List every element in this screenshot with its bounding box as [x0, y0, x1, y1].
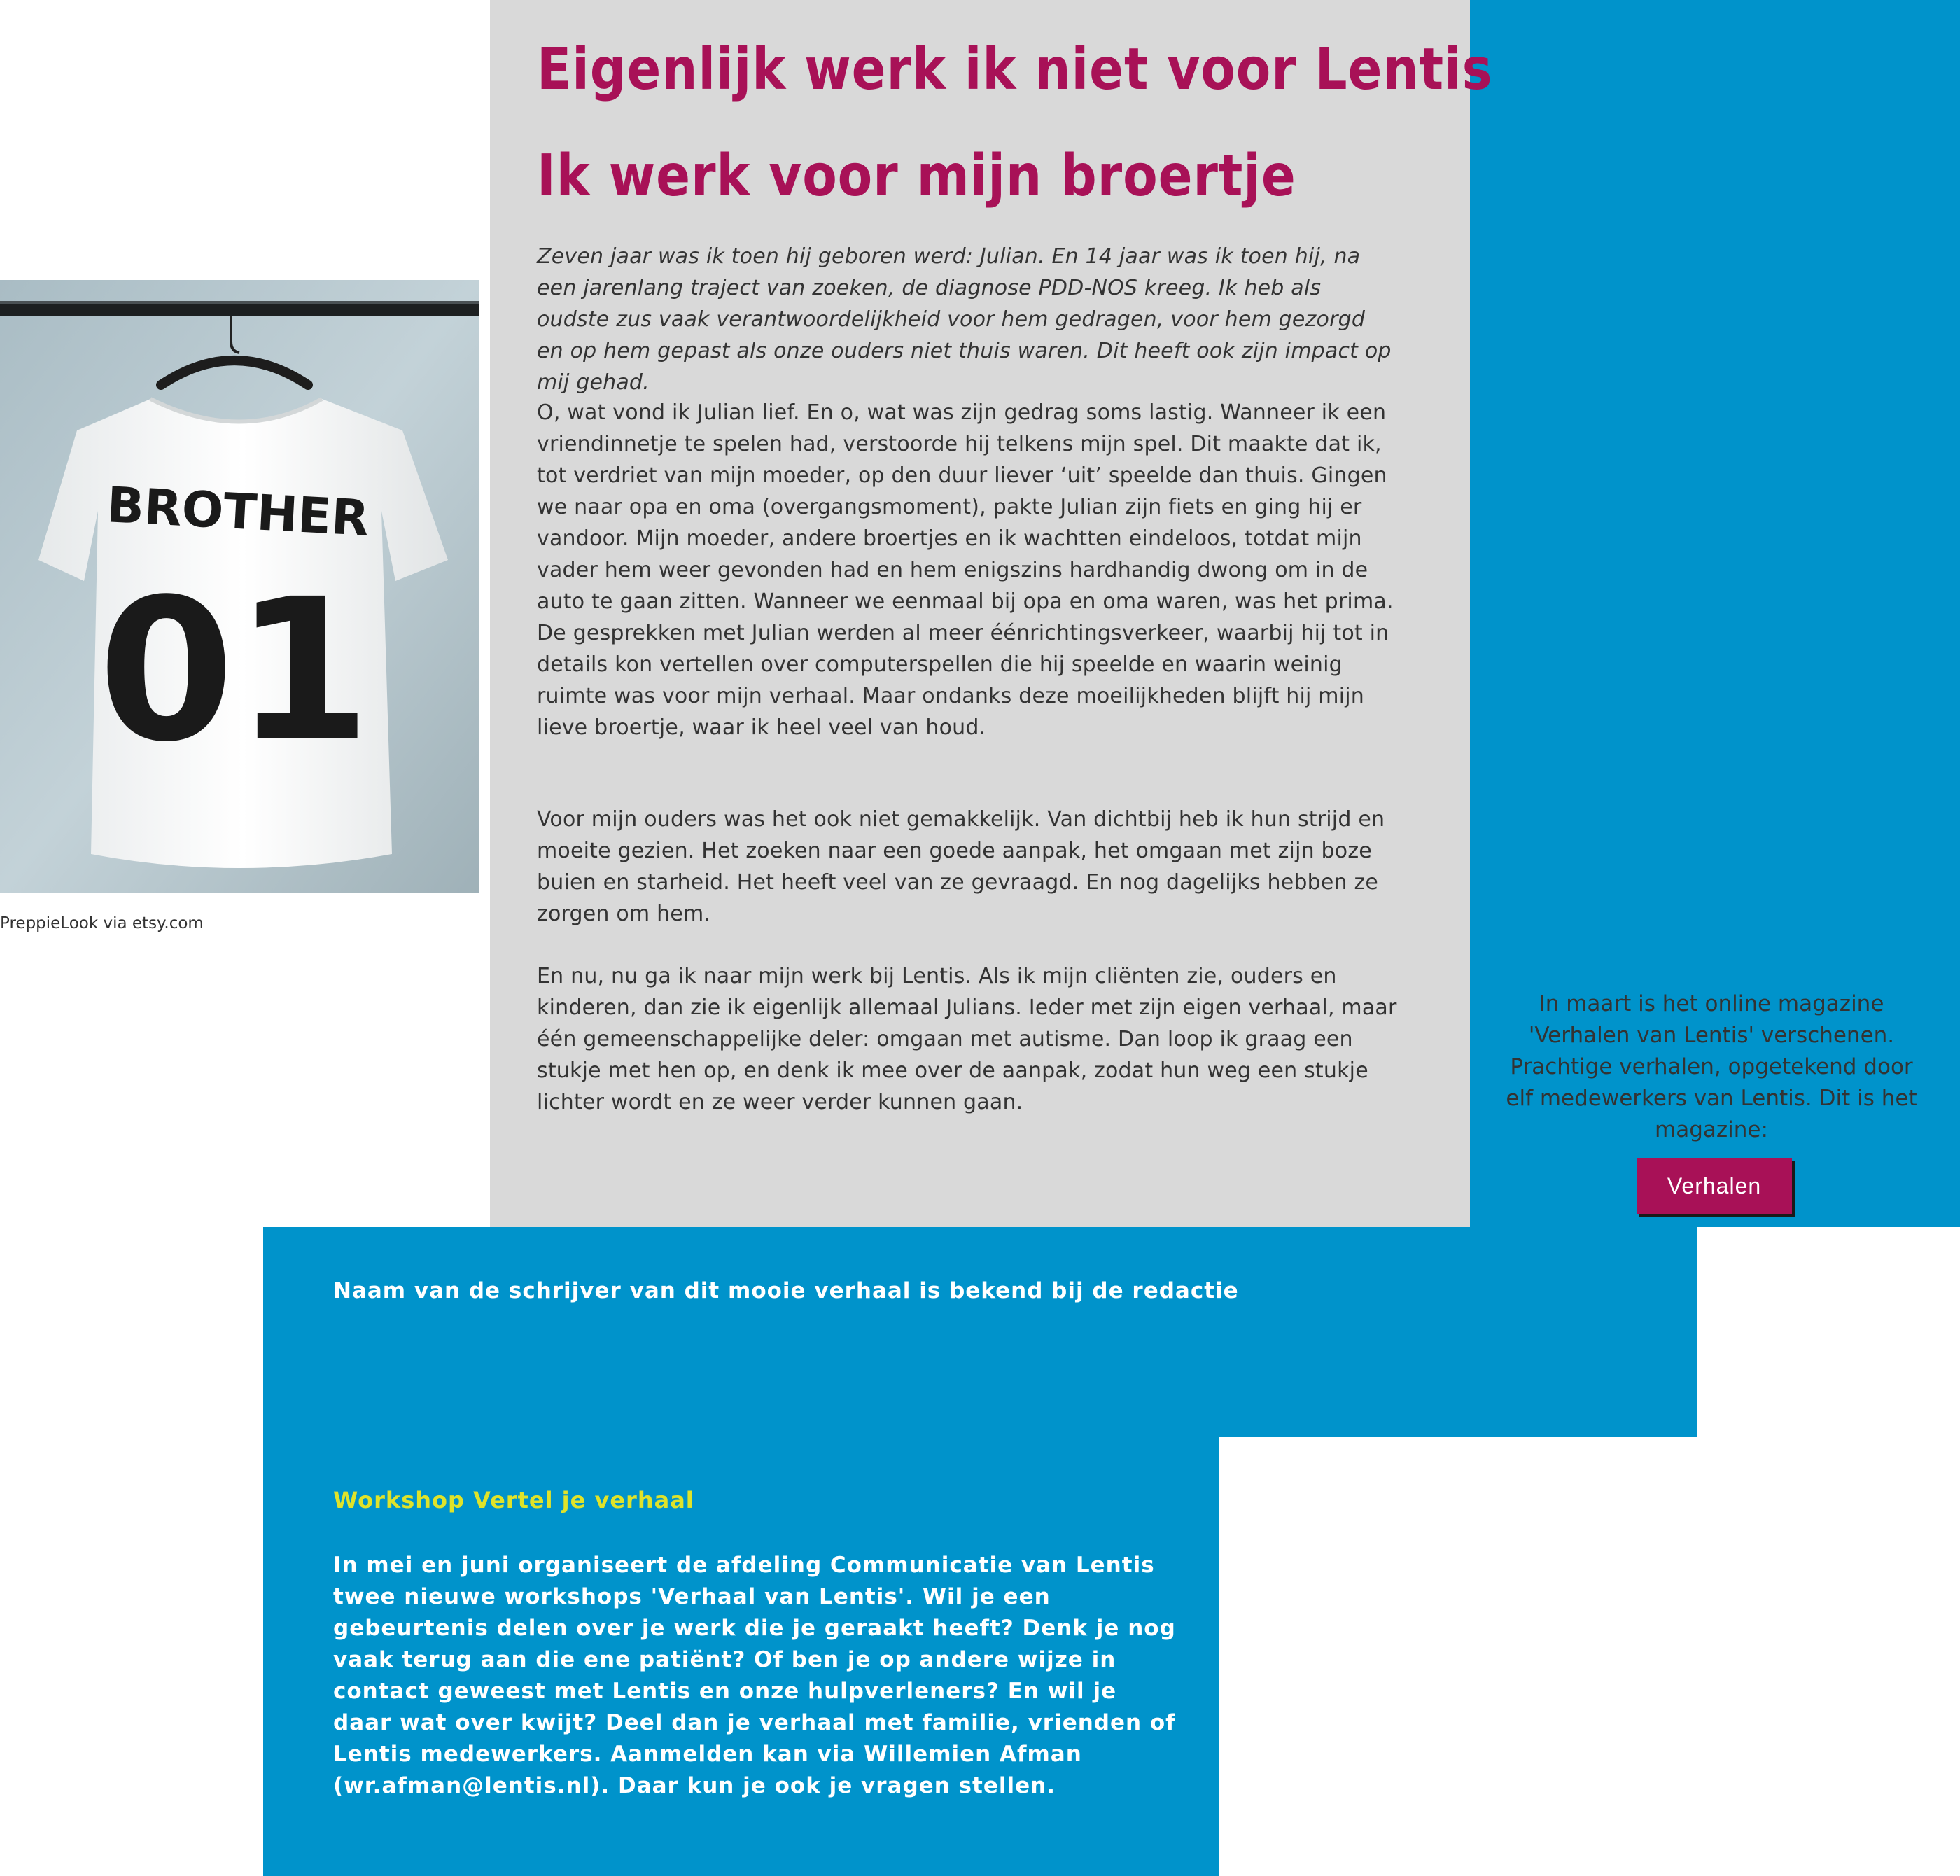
author-note: Naam van de schrijver van dit mooie verhaal is bekend bij de redactie — [333, 1278, 1239, 1303]
article-paragraph: O, wat vond ik Julian lief. En o, wat was zijn gedrag soms lastig. Wanneer ik een vriendinnetje te spelen had, verstoorde hij telkens mijn spel. Dit maakte dat ik, tot verdriet van mijn moeder, op den duur liever ‘uit’ speelde dan thuis. Gingen we naar opa en oma (overgangsmoment), pakte Julian zijn fiets en ging hij er vandoor. Mijn moeder, andere broertjes en ik wachtten eindeloos, totdat mijn vader hem weer gevonden had en hem enigszins hardhandig dwong om in de auto te gaan zitten. Wanneer we eenmaal bij opa en oma waren, was het prima. De gesprekken met Julian werden al meer éénrichtingsverkeer, waarbij hij tot in details kon vertellen over computerspellen die hij speelde en waarin weinig ruimte was voor mijn verhaal. Maar ondanks deze moeilijkheden blijft hij mijn lieve broertje, waar ik heel veel van houd. — [537, 400, 1394, 740]
verhalen-button[interactable]: Verhalen — [1637, 1158, 1792, 1214]
article-subtitle: Ik werk voor mijn broertje — [537, 143, 1296, 209]
author-panel — [263, 1227, 1697, 1437]
photo-caption: PreppieLook via etsy.com — [0, 914, 204, 932]
shirt-print-text: BROTHER — [105, 476, 371, 547]
article-intro: Zeven jaar was ik toen hij geboren werd: Julian. En 14 jaar was ik toen hij, na een jarenlang traject van zoeken, de diagnose PDD-NOS kreeg. Ik heb als oudste zus vaak verantwoordelijkheid voor hem gedragen, voor hem gezorgd en op hem gepast als onze ouders niet thuis waren. Dit heeft ook zijn impact op mij gehad. — [537, 244, 1392, 395]
article-paragraph: En nu, nu ga ik naar mijn werk bij Lentis. Als ik mijn cliënten zie, ouders en kinderen, dan zie ik eigenlijk allemaal Julians. Ieder met zijn eigen verhaal, maar één gemeenschappelijke deler: omgaan met autisme. Dan loop ik graag een stukje met hen op, en denk ik mee over de aanpak, zodat hun weg een stukje lichter wordt en ze weer verder kunnen gaan. — [537, 964, 1397, 1114]
shirt-print-number: 01 — [98, 557, 371, 785]
brother-shirt-photo — [0, 280, 479, 892]
article-paragraph: Voor mijn ouders was het ook niet gemakkelijk. Van dichtbij heb ik hun strijd en moeite gezien. Het zoeken naar een goede aanpak, het omgaan met zijn boze buien en starheid. Het heeft veel van ze gevraagd. En nog dagelijks hebben ze zorgen om hem. — [537, 807, 1385, 926]
workshop-body: In mei en juni organiseert de afdeling Communicatie van Lentis twee nieuwe workshops 'Verhaal van Lentis'. Wil je een gebeurtenis delen over je werk die je geraakt heeft? Denk je nog vaak terug aan die ene patiënt? Of ben je op andere wijze in contact geweest met Lentis en onze hulpverleners? En wil je daar wat over kwijt? Deel dan je verhaal met familie, vrienden of Lentis medewerkers. Aanmelden kan via Willemien Afman (wr.afman@lentis.nl). Daar kun je ook je vragen stellen. — [333, 1553, 1176, 1798]
article-title: Eigenlijk werk ik niet voor Lentis — [537, 36, 1493, 103]
workshop-title: Workshop Vertel je verhaal — [333, 1487, 694, 1513]
promo-text: In maart is het online magazine 'Verhalen van Lentis' verschenen. Prachtige verhalen, opgetekend door elf medewerkers van Lentis. Dit is het magazine: — [1506, 991, 1917, 1142]
